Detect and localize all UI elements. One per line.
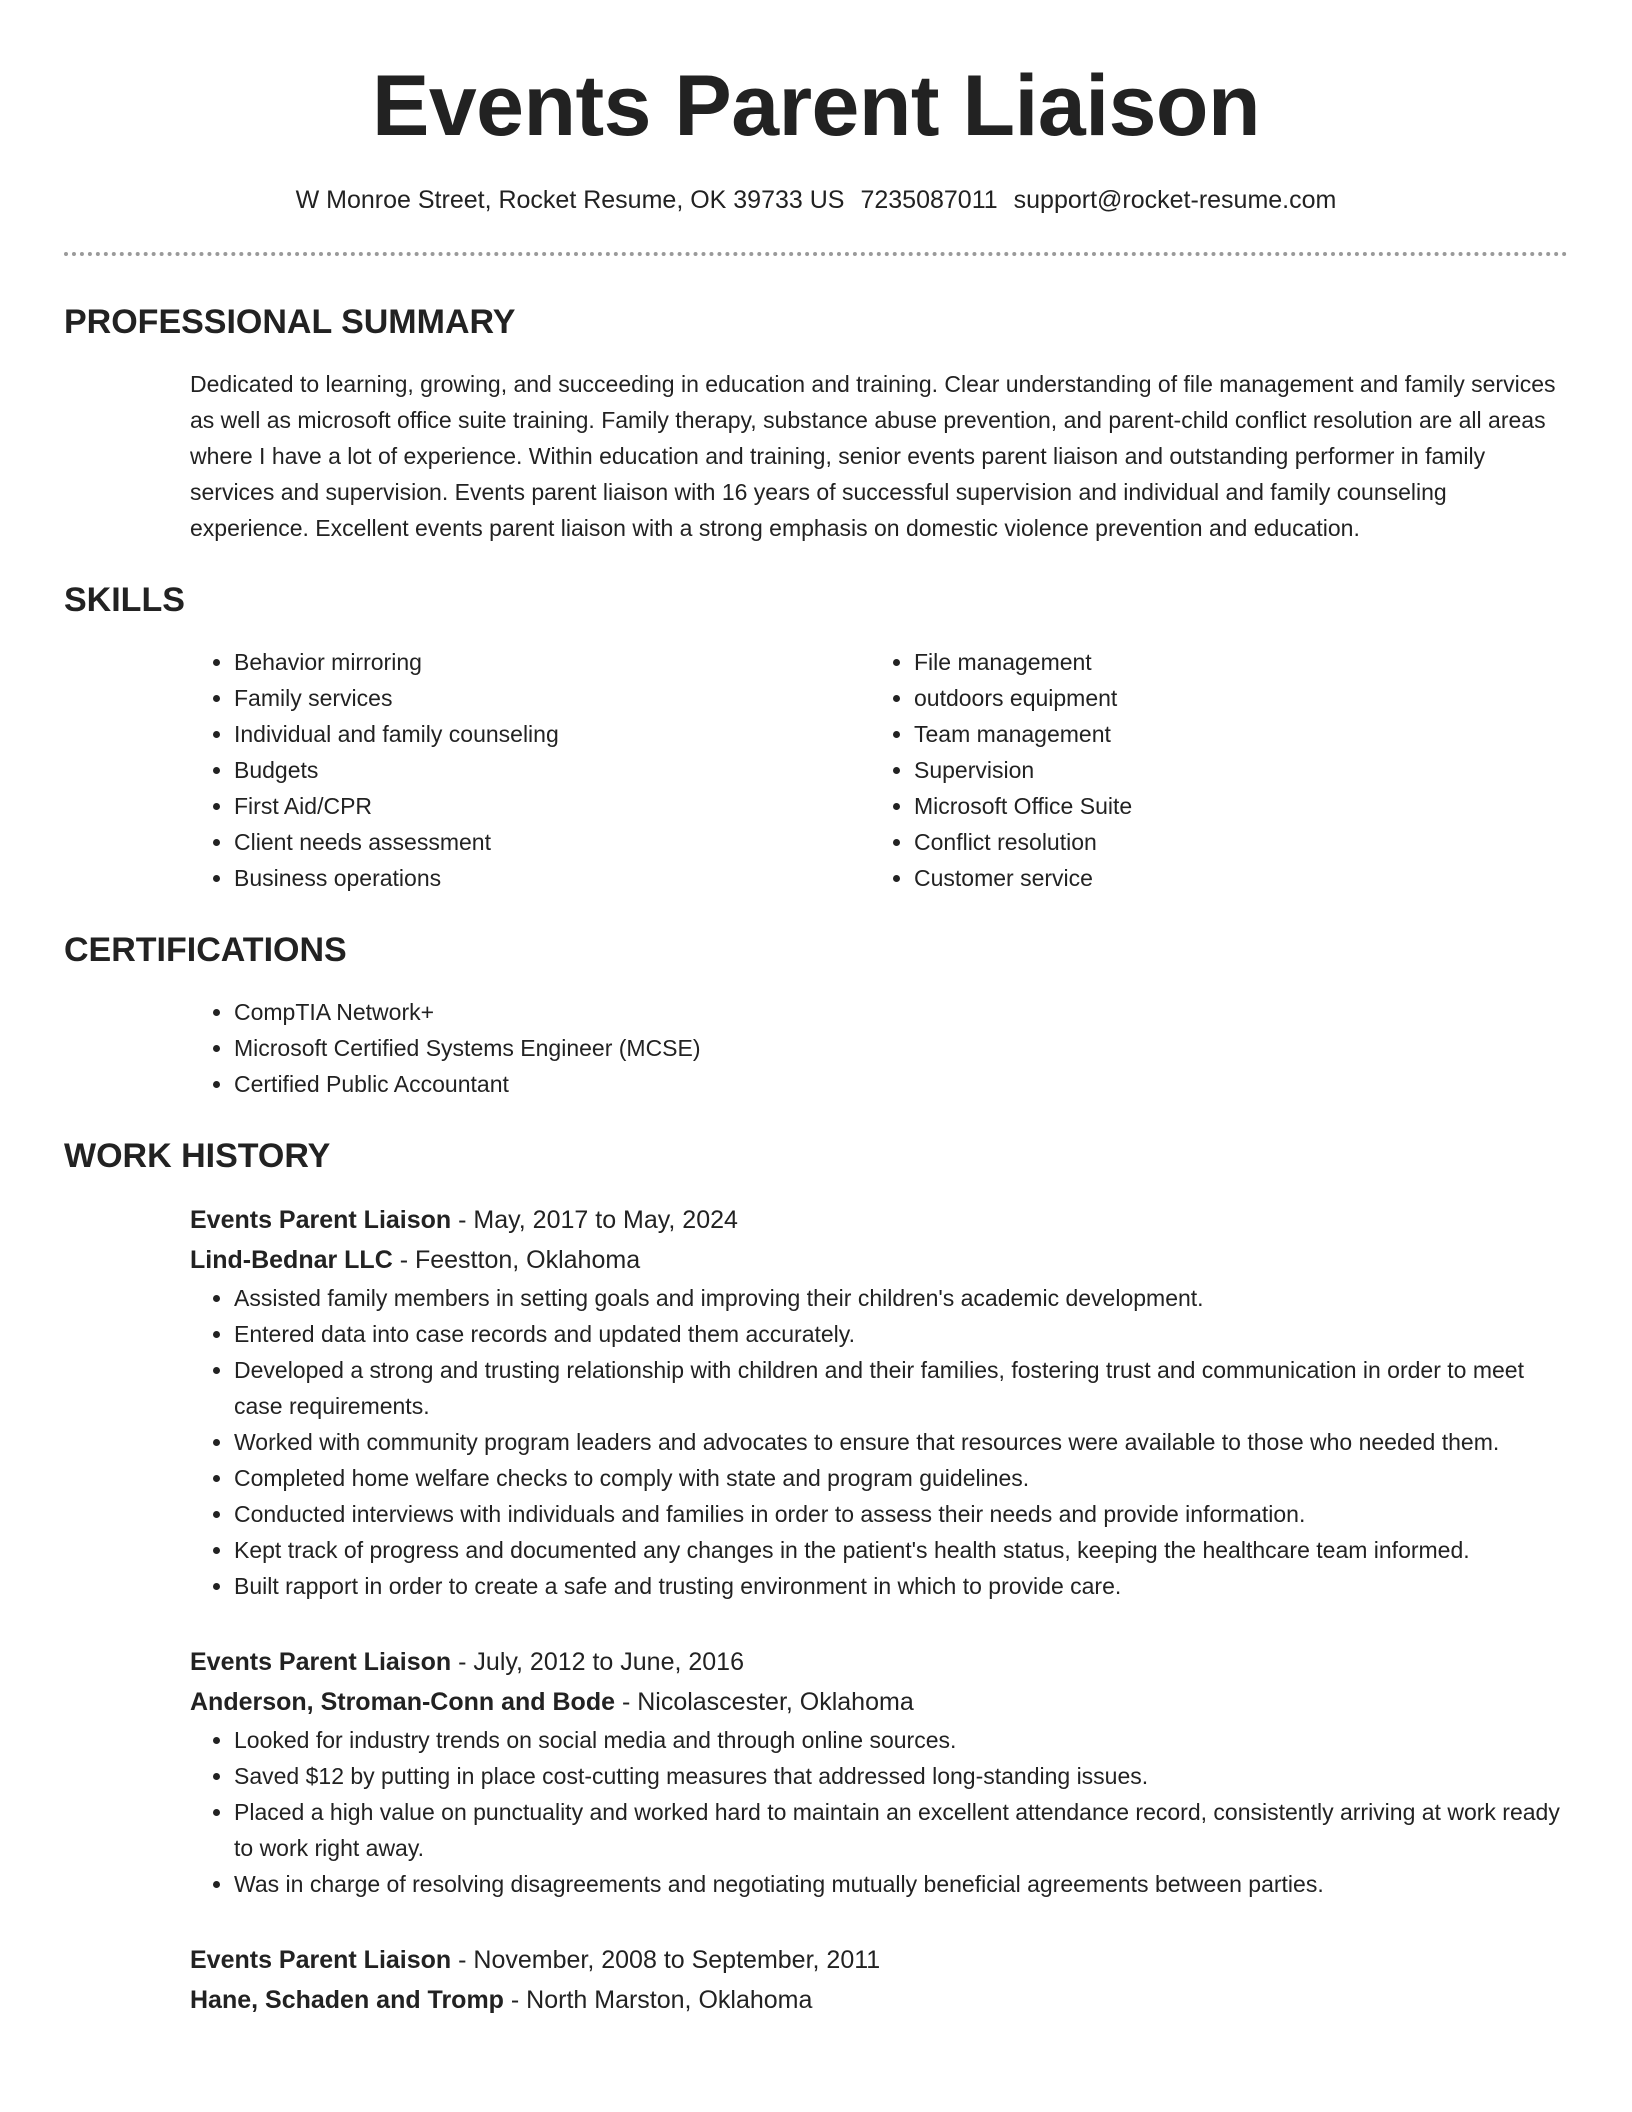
certifications-section [64,930,1568,1102]
skills-column-left [190,644,870,896]
skills-column-right [870,644,1550,896]
certification-item: • Microsoft Certified Systems Engineer (MCSE) [234,1030,1568,1066]
job-duties-list [190,1722,1568,1902]
skills-section [64,580,1568,896]
job-company-line [190,1980,1568,2020]
job-dates: - July, 2012 to June, 2016 [451,1648,744,1676]
job-title-line [190,1940,1568,1980]
job-duty-item: • Built rapport in order to create a safe and trusting environment in which to provide care. [234,1568,1568,1604]
certifications-heading: CERTIFICATIONS [64,931,347,969]
job-dates: - May, 2017 to May, 2024 [451,1206,738,1234]
job-location: - North Marston, Oklahoma [503,1986,813,2014]
certification-item: • Certified Public Accountant [234,1066,1568,1102]
job-duty-item: • Was in charge of resolving disagreements and negotiating mutually beneficial agreements between parties. [234,1866,1568,1902]
skill-item: • Budgets [234,752,870,788]
resume-page [64,0,1568,2020]
certifications-list [190,994,1568,1102]
job-duty-item: • Developed a strong and trusting relationship with children and their families, fostering trust and communication in order to meet case requirements. [234,1352,1568,1424]
job-duty-item: • Kept track of progress and documented any changes in the patient's health status, keeping the healthcare team informed. [234,1532,1568,1568]
contact-phone: 7235087011 [860,186,998,214]
skills-heading: SKILLS [64,581,185,619]
skill-item: • Business operations [234,860,870,896]
skill-item: • Team management [914,716,1550,752]
skills-list-left [190,644,870,896]
contact-address: W Monroe Street, Rocket Resume, OK 39733 US [295,186,845,214]
job-entry [190,1940,1568,2020]
job-location: - Nicolascester, Oklahoma [615,1688,914,1716]
summary-heading: PROFESSIONAL SUMMARY [64,303,516,341]
job-duty-item: • Saved $12 by putting in place cost-cutting measures that addressed long-standing issues. [234,1758,1568,1794]
summary-section [64,302,1568,546]
skill-item: • Family services [234,680,870,716]
header-divider [64,252,1568,256]
job-role: Events Parent Liaison [190,1206,452,1234]
skill-item: • Microsoft Office Suite [914,788,1550,824]
job-location: - Feestton, Oklahoma [392,1246,641,1274]
job-duty-item: • Assisted family members in setting goals and improving their children's academic development. [234,1280,1568,1316]
job-duties-list [190,1280,1568,1604]
job-company: Lind-Bednar LLC [190,1246,393,1274]
skill-item: • outdoors equipment [914,680,1550,716]
job-entry [190,1200,1568,1604]
job-duty-item: • Looked for industry trends on social media and through online sources. [234,1722,1568,1758]
job-company-line [190,1240,1568,1280]
job-title-line [190,1642,1568,1682]
certification-item: • CompTIA Network+ [234,994,1568,1030]
job-duty-item: • Completed home welfare checks to comply with state and program guidelines. [234,1460,1568,1496]
job-company: Hane, Schaden and Tromp [190,1986,504,2014]
job-duty-item: • Placed a high value on punctuality and worked hard to maintain an excellent attendance record, consistently arriving at work ready to work right away. [234,1794,1568,1866]
skill-item: • Conflict resolution [914,824,1550,860]
job-duty-item: • Worked with community program leaders and advocates to ensure that resources were available to those who needed them. [234,1424,1568,1460]
skill-item: • File management [914,644,1550,680]
candidate-name: Events Parent Liaison [371,58,1260,154]
contact-line [64,184,1568,216]
skill-item: • Behavior mirroring [234,644,870,680]
job-dates: - November, 2008 to September, 2011 [451,1946,881,1974]
job-duty-item: • Conducted interviews with individuals and families in order to assess their needs and provide information. [234,1496,1568,1532]
job-company: Anderson, Stroman-Conn and Bode [190,1688,615,1716]
job-entry [190,1642,1568,1902]
skills-list-right [870,644,1550,896]
skill-item: • Client needs assessment [234,824,870,860]
job-title-line [190,1200,1568,1240]
job-company-line [190,1682,1568,1722]
skill-item: • Individual and family counseling [234,716,870,752]
job-role: Events Parent Liaison [190,1946,452,1974]
skill-item: • Supervision [914,752,1550,788]
summary-text: Dedicated to learning, growing, and succeeding in education and training. Clear understanding of file management and family services as well as microsoft office suite training. Family therapy, substance abuse prevention, and parent-child conflict resolution are all areas where I have a lot of experience. Within education and training, senior events parent liaison and outstanding performer in family services and supervision. Events parent liaison with 16 years of successful supervision and individual and family counseling experience. Excellent events parent liaison with a strong emphasis on domestic violence prevention and education. [190,371,1556,541]
work-history-section [64,1136,1568,2020]
certifications-list-wrap [190,994,1568,1102]
contact-email: support@rocket-resume.com [1013,186,1337,214]
skill-item: • First Aid/CPR [234,788,870,824]
job-duty-item: • Entered data into case records and updated them accurately. [234,1316,1568,1352]
skill-item: • Customer service [914,860,1550,896]
work-history-heading: WORK HISTORY [64,1137,331,1175]
skills-columns [190,644,1568,896]
job-role: Events Parent Liaison [190,1648,452,1676]
